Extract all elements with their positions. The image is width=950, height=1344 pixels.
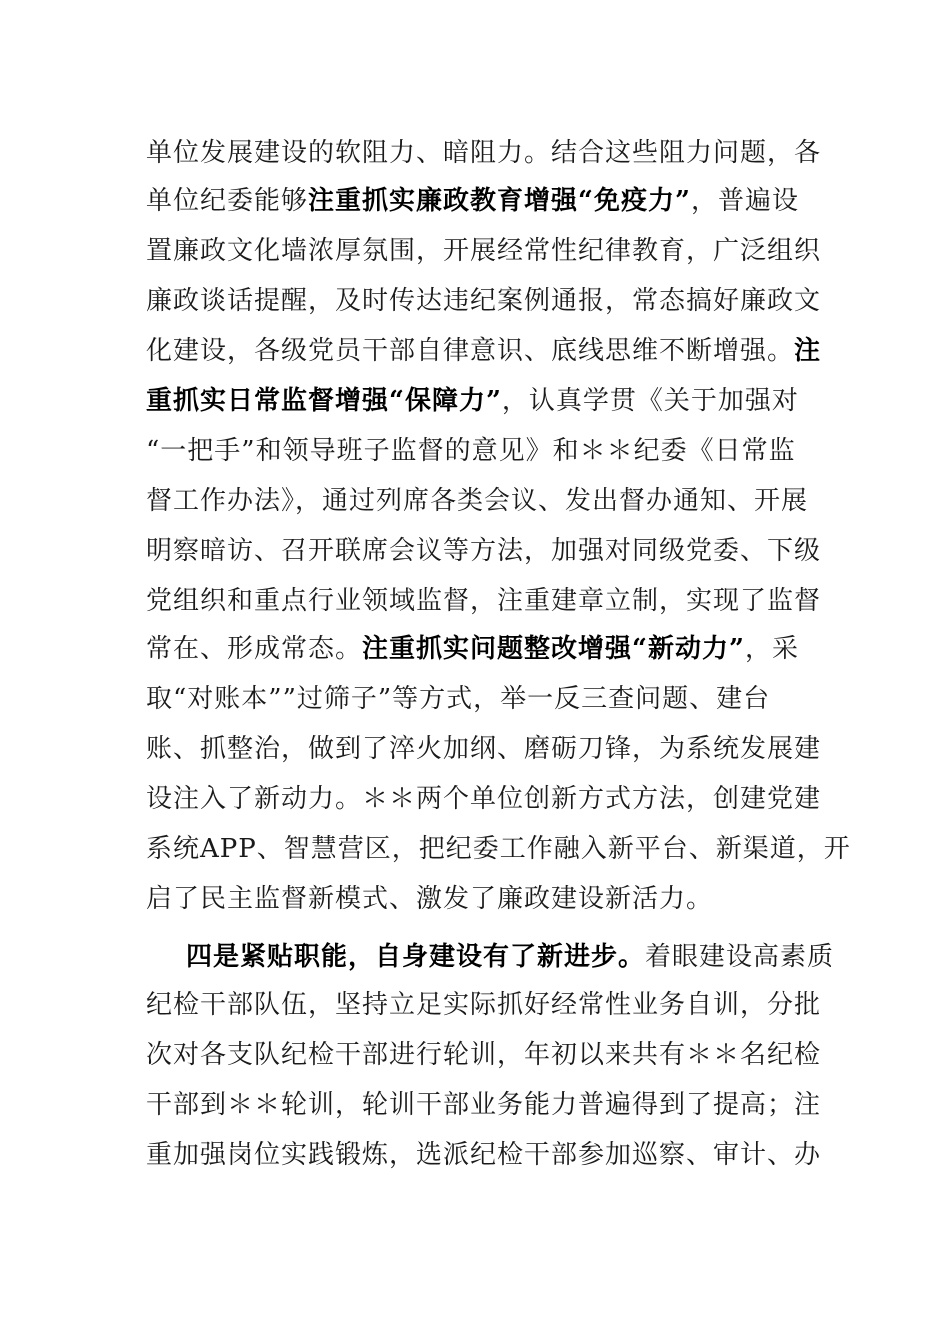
text-run: 着眼建设高素质 — [645, 942, 835, 972]
paragraph-line — [146, 874, 713, 924]
paragraph-line — [146, 276, 821, 326]
text-run: 干部到＊＊轮训，轮训干部业务能力普遍得到了提高；注 — [146, 1090, 822, 1120]
paragraph-line — [146, 426, 796, 476]
text-run: ，普遍设 — [690, 186, 799, 216]
paragraph-first-line — [186, 932, 834, 982]
paragraph-line — [146, 526, 821, 576]
paragraph-line — [146, 624, 799, 674]
bold-heading-run: 注重抓实廉政教育增强“免疫力” — [308, 186, 691, 216]
text-run: 单位发展建设的软阻力、暗阻力。结合这些阻力问题，各 — [146, 138, 822, 168]
paragraph-line — [146, 476, 808, 526]
text-run: 纪检干部队伍，坚持立足实际抓好经常性业务自训，分批 — [146, 990, 822, 1020]
bold-heading-run: 注重抓实问题整改增强“新动力” — [362, 634, 745, 664]
text-run: 常在、形成常态。 — [146, 634, 363, 664]
paragraph-line — [146, 376, 799, 426]
paragraph-line — [146, 226, 821, 276]
text-run: 系统APP、智慧营区，把纪委工作融入新平台、新渠道，开 — [146, 834, 851, 864]
text-run: 置廉政文化墙浓厚氛围，开展经常性纪律教育，广泛组织 — [146, 236, 822, 266]
paragraph-line — [146, 176, 799, 226]
text-run: 账、抓整治，做到了淬火加纲、磨砺刀锋，为系统发展建 — [146, 734, 822, 764]
text-run: “一把手”和领导班子监督的意见》和＊＊纪委《日常监 — [146, 436, 796, 466]
text-run: 启了民主监督新模式、激发了廉政建设新活力。 — [146, 884, 714, 914]
bold-heading-run: 注 — [794, 336, 822, 366]
text-run: 党组织和重点行业领域监督，注重建章立制，实现了监督 — [146, 586, 822, 616]
text-run: ，认真学贯《关于加强对 — [501, 386, 799, 416]
text-run: 重加强岗位实践锻炼，选派纪检干部参加巡察、审计、办 — [146, 1140, 822, 1170]
text-run: 明察暗访、召开联席会议等方法，加强对同级党委、下级 — [146, 536, 822, 566]
text-run: 取“对账本””过筛子”等方式，举一反三查问题、建台 — [146, 684, 771, 714]
bold-heading-run: 重抓实日常监督增强“保障力” — [146, 386, 502, 416]
text-run: 化建设，各级党员干部自律意识、底线思维不断增强。 — [146, 336, 795, 366]
text-run: 设注入了新动力。＊＊两个单位创新方式方法，创建党建 — [146, 784, 822, 814]
paragraph-line — [146, 674, 770, 724]
paragraph-line — [146, 1080, 821, 1130]
text-run: ，采 — [744, 634, 799, 664]
paragraph-line — [146, 774, 821, 824]
section-heading-run: 四是紧贴职能，自身建设有了新进步。 — [186, 942, 646, 972]
paragraph-line — [146, 980, 821, 1030]
text-run: 廉政谈话提醒，及时传达违纪案例通报，常态搞好廉政文 — [146, 286, 822, 316]
text-run: 督工作办法》，通过列席各类会议、发出督办通知、开展 — [146, 486, 809, 516]
text-run: 单位纪委能够 — [146, 186, 309, 216]
paragraph-line — [146, 1030, 821, 1080]
text-run: 次对各支队纪检干部进行轮训，年初以来共有＊＊名纪检 — [146, 1040, 822, 1070]
paragraph-line — [146, 128, 821, 178]
paragraph-line — [146, 824, 851, 874]
paragraph-line — [146, 326, 821, 376]
paragraph-line — [146, 724, 821, 774]
paragraph-line — [146, 1130, 821, 1180]
paragraph-line — [146, 576, 821, 626]
